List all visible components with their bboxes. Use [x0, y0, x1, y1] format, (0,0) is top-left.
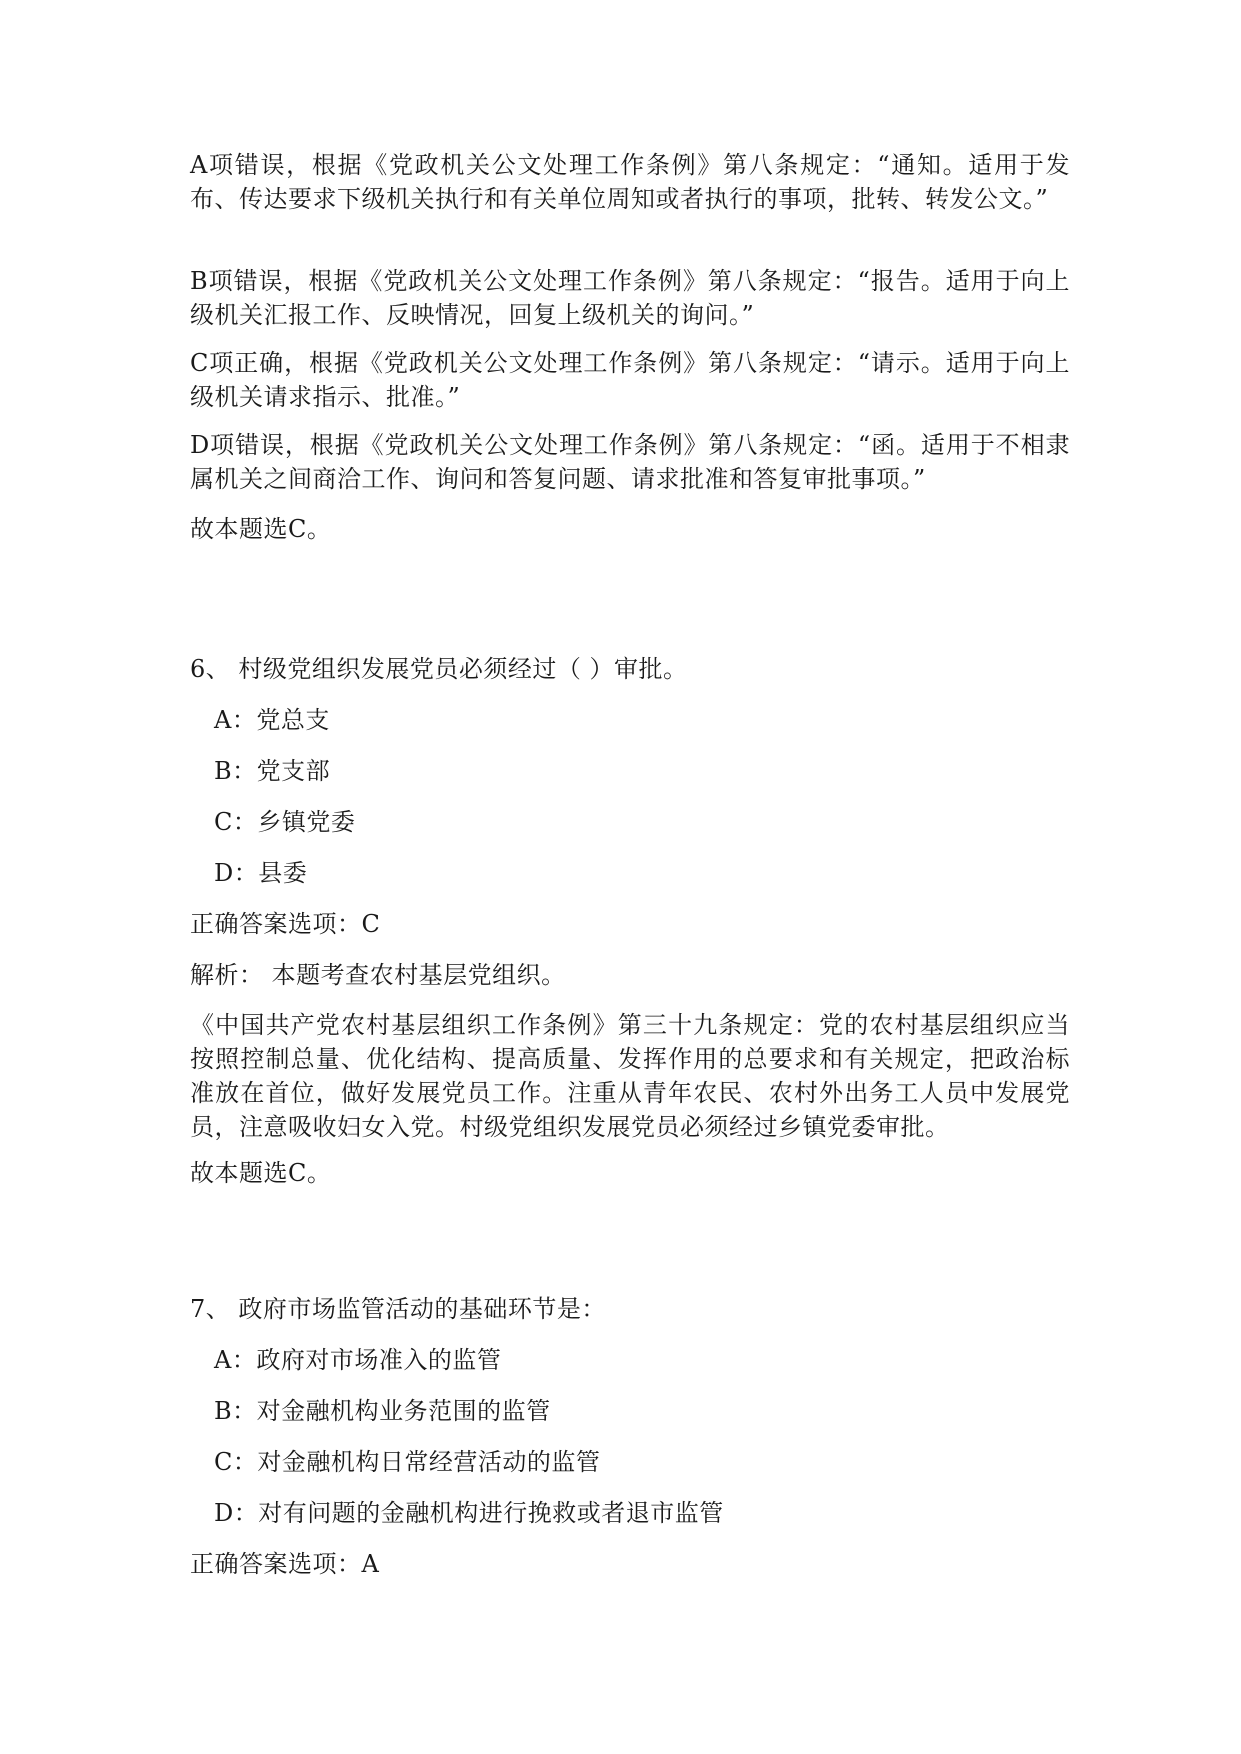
explanation-option-a: A项错误，根据《党政机关公文处理工作条例》第八条规定：“通知。适用于发布、传达要求下级机关执行和有关单位周知或者执行的事项，批转、转发公文。” [190, 151, 1070, 213]
question-7-answer: 正确答案选项：A [190, 1550, 380, 1578]
question-6-analysis-label: 解析： 本题考查农村基层党组织。 [190, 961, 566, 989]
question-6-answer: 正确答案选项：C [190, 910, 381, 938]
question-7-option-b: B：对金融机构业务范围的监管 [214, 1397, 551, 1425]
question-6-option-a: A：党总支 [214, 706, 330, 734]
question-7-option-d: D：对有问题的金融机构进行挽救或者退市监管 [214, 1499, 724, 1527]
question-6-conclusion: 故本题选C。 [190, 1159, 332, 1187]
explanation-option-b: B项错误，根据《党政机关公文处理工作条例》第八条规定：“报告。适用于向上级机关汇报工作、反映情况，回复上级机关的询问。” [190, 267, 1070, 329]
question-6-stem: 6、 村级党组织发展党员必须经过（ ）审批。 [190, 655, 688, 683]
question-7-stem: 7、 政府市场监管活动的基础环节是： [190, 1295, 606, 1323]
question-6-option-c: C：乡镇党委 [214, 808, 356, 836]
explanation-option-d: D项错误，根据《党政机关公文处理工作条例》第八条规定：“函。适用于不相隶属机关之间商洽工作、询问和答复问题、请求批准和答复审批事项。” [190, 431, 1070, 493]
question-6-option-d: D：县委 [214, 859, 308, 887]
question-6-option-b: B：党支部 [214, 757, 331, 785]
prev-conclusion: 故本题选C。 [190, 515, 332, 543]
question-7-option-a: A：政府对市场准入的监管 [214, 1346, 502, 1374]
question-6-analysis-text: 《中国共产党农村基层组织工作条例》第三十九条规定：党的农村基层组织应当按照控制总量、优化结构、提高质量、发挥作用的总要求和有关规定，把政治标准放在首位，做好发展党员工作。注重从青年农民、农村外出务工人员中发展党员，注意吸收妇女入党。村级党组织发展党员必须经过乡镇党委审批。 [190, 1011, 1070, 1141]
explanation-option-c: C项正确，根据《党政机关公文处理工作条例》第八条规定：“请示。适用于向上级机关请求指示、批准。” [190, 349, 1070, 411]
question-7-option-c: C：对金融机构日常经营活动的监管 [214, 1448, 601, 1476]
document-page [190, 0, 1070, 1754]
